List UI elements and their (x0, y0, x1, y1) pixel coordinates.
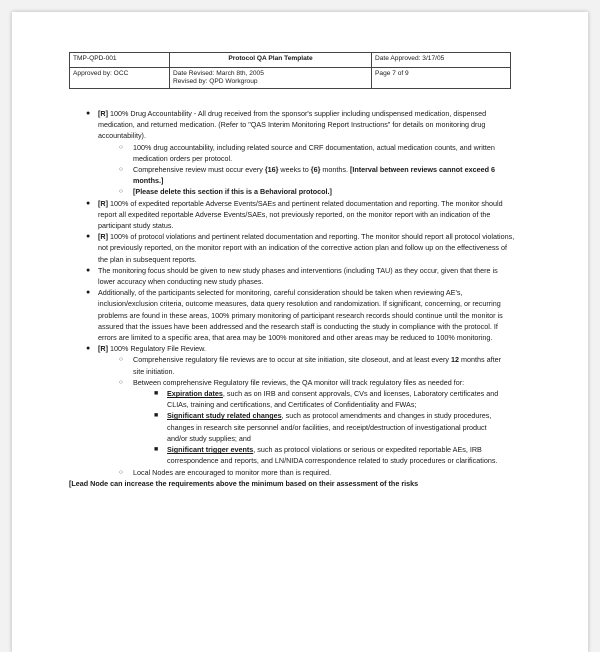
drug-sub-text: 100% drug accountability, including related source and CRF documentation, actual medication counts, and written medication orders per protocol. (133, 142, 495, 163)
interval-note: [Interval between reviews cannot exceed 6 months.] (133, 165, 495, 186)
regulatory-text: 100% Regulatory File Review. (107, 344, 206, 354)
document-page (12, 12, 588, 652)
delete-note: [Please delete this section if this is a Behavioral protocol.] (133, 187, 332, 197)
review-text: months. (320, 165, 350, 175)
list-subitem (12, 354, 588, 376)
doc-title: Protocol QA Plan Template (170, 53, 372, 68)
months-value: 12 (451, 355, 460, 365)
additionally-text: Additionally, of the participants selected for monitoring, careful consideration should be taken when reviewing AE's, inclusion/exclusion criteria, outcome measures, data query resolution and randomization. If significant, concerning, or recurring problems are found in these areas, 100% primary monitoring of participant research records should continue until the monitor is assured that the issues have been addressed and the research staff is conducting the study in compliance with the protocol. If errors are limited to a specific area, that area may be 100% monitored and other areas may be reduced to 100% monitoring. (98, 288, 503, 343)
doc-id: TMP-QPD-001 (70, 53, 170, 68)
list-item-adverse-events (12, 198, 588, 232)
weeks-value: {16} (264, 165, 279, 175)
document-body (12, 108, 588, 489)
page-number: Page 7 of 9 (372, 68, 511, 89)
revision-cell (170, 68, 372, 89)
list-subitem (12, 377, 588, 388)
regulatory-sub-text: Between comprehensive Regulatory file reviews, the QA monitor will track regulatory files as needed for: (133, 377, 465, 387)
item-title: Significant trigger events (167, 445, 254, 455)
list-subitem (12, 164, 588, 186)
list-item-monitoring-focus (12, 265, 588, 287)
circle-bullet-icon: ○ (119, 188, 123, 196)
adverse-events-text: 100% of expedited reportable Adverse Events/SAEs and pertinent related documentation and reporting. The monitor should report all expedited reportable Adverse Events/SAEs, not previously reported, on the monitor report with an indication of the participant study status. (98, 198, 503, 231)
list-item-additionally (12, 287, 588, 343)
item-text: , such as on IRB and consent approvals, CVs and licenses, Laboratory certificates and CLIAs, training and certifications, and Certificates of Confidentiality and FWAs; (167, 389, 499, 410)
list-item-regulatory-file-review (12, 343, 588, 354)
revised-by: Revised by: QPD Workgroup (173, 78, 258, 85)
required-tag: [R] (98, 232, 108, 242)
focus-text: The monitoring focus should be given to new study phases and interventions (including TAU) as they occur, given that there is lower accuracy when conducting new study phases. (98, 265, 498, 287)
bullet-icon: ● (86, 233, 91, 241)
square-bullet-icon: ■ (154, 390, 159, 398)
document-header-table (69, 52, 511, 89)
required-tag: [R] (98, 344, 108, 354)
required-tag: [R] (98, 198, 108, 208)
circle-bullet-icon: ○ (119, 356, 123, 364)
date-revised: Date Revised: March 8th, 2005 (173, 70, 264, 77)
list-item-expiration-dates (12, 388, 588, 410)
approved-by: Approved by: OCC (70, 68, 170, 89)
bullet-icon: ● (86, 289, 91, 297)
bullet-icon: ● (86, 199, 91, 207)
square-bullet-icon: ■ (154, 446, 159, 454)
months-value: {6} (310, 165, 321, 175)
local-nodes-text: Local Nodes are encouraged to monitor more than is required. (133, 467, 332, 477)
list-subitem (12, 142, 588, 164)
regulatory-sub-text: Comprehensive regulatory file reviews are to occur at site initiation, site closeout, and at least every (133, 355, 452, 365)
list-subitem (12, 186, 588, 197)
item-title: Expiration dates (167, 389, 223, 399)
lead-node-note: [Lead Node can increase the requirements above the minimum based on their assessment of the risks (69, 478, 419, 488)
circle-bullet-icon: ○ (119, 166, 123, 174)
circle-bullet-icon: ○ (119, 378, 123, 386)
list-item-drug-accountability (12, 108, 588, 142)
regulatory-sub-text: months after site initiation. (133, 355, 501, 376)
square-bullet-icon: ■ (154, 412, 159, 420)
bullet-icon: ● (86, 266, 91, 274)
review-text: Comprehensive review must occur every (133, 165, 265, 175)
item-text: , such as protocol amendments and changes in study procedures, changes in research site personnel and/or facilities, and receipt/destruction of investigational product and/or study supplies; and (167, 411, 492, 443)
circle-bullet-icon: ○ (119, 143, 123, 151)
list-item-trigger-events (12, 444, 588, 466)
bullet-icon: ● (86, 110, 91, 117)
list-item-significant-changes (12, 410, 588, 444)
list-subitem (12, 467, 588, 478)
date-approved: Date Approved: 3/17/05 (372, 53, 511, 68)
item-text: , such as protocol violations or serious or expedited reportable AEs, IRB correspondence and reports, and LN/NIDA correspondence related to study procedures or clarifications. (167, 445, 498, 466)
circle-bullet-icon: ○ (119, 468, 123, 476)
required-tag: [R] (98, 109, 108, 118)
list-item-protocol-violations (12, 231, 588, 265)
violations-text: 100% of protocol violations and pertinent related documentation and reporting. The monitor should report all protocol violations, not previously reported, on the monitor report with an indication of the corrective action plan and follow up on the effectiveness of the plan in subsequent reports. (98, 232, 515, 264)
bullet-icon: ● (86, 345, 91, 353)
item-title: Significant study related changes (167, 411, 282, 421)
drug-accountability-text: 100% Drug Accountability - All drug received from the sponsor's supplier including undispensed medication, dispensed medication, and returned medication. (Refer to "QAS Interim Monitoring Report Instructions" for details on monitoring drug accountability). (98, 109, 487, 141)
review-text: weeks to (278, 165, 311, 175)
